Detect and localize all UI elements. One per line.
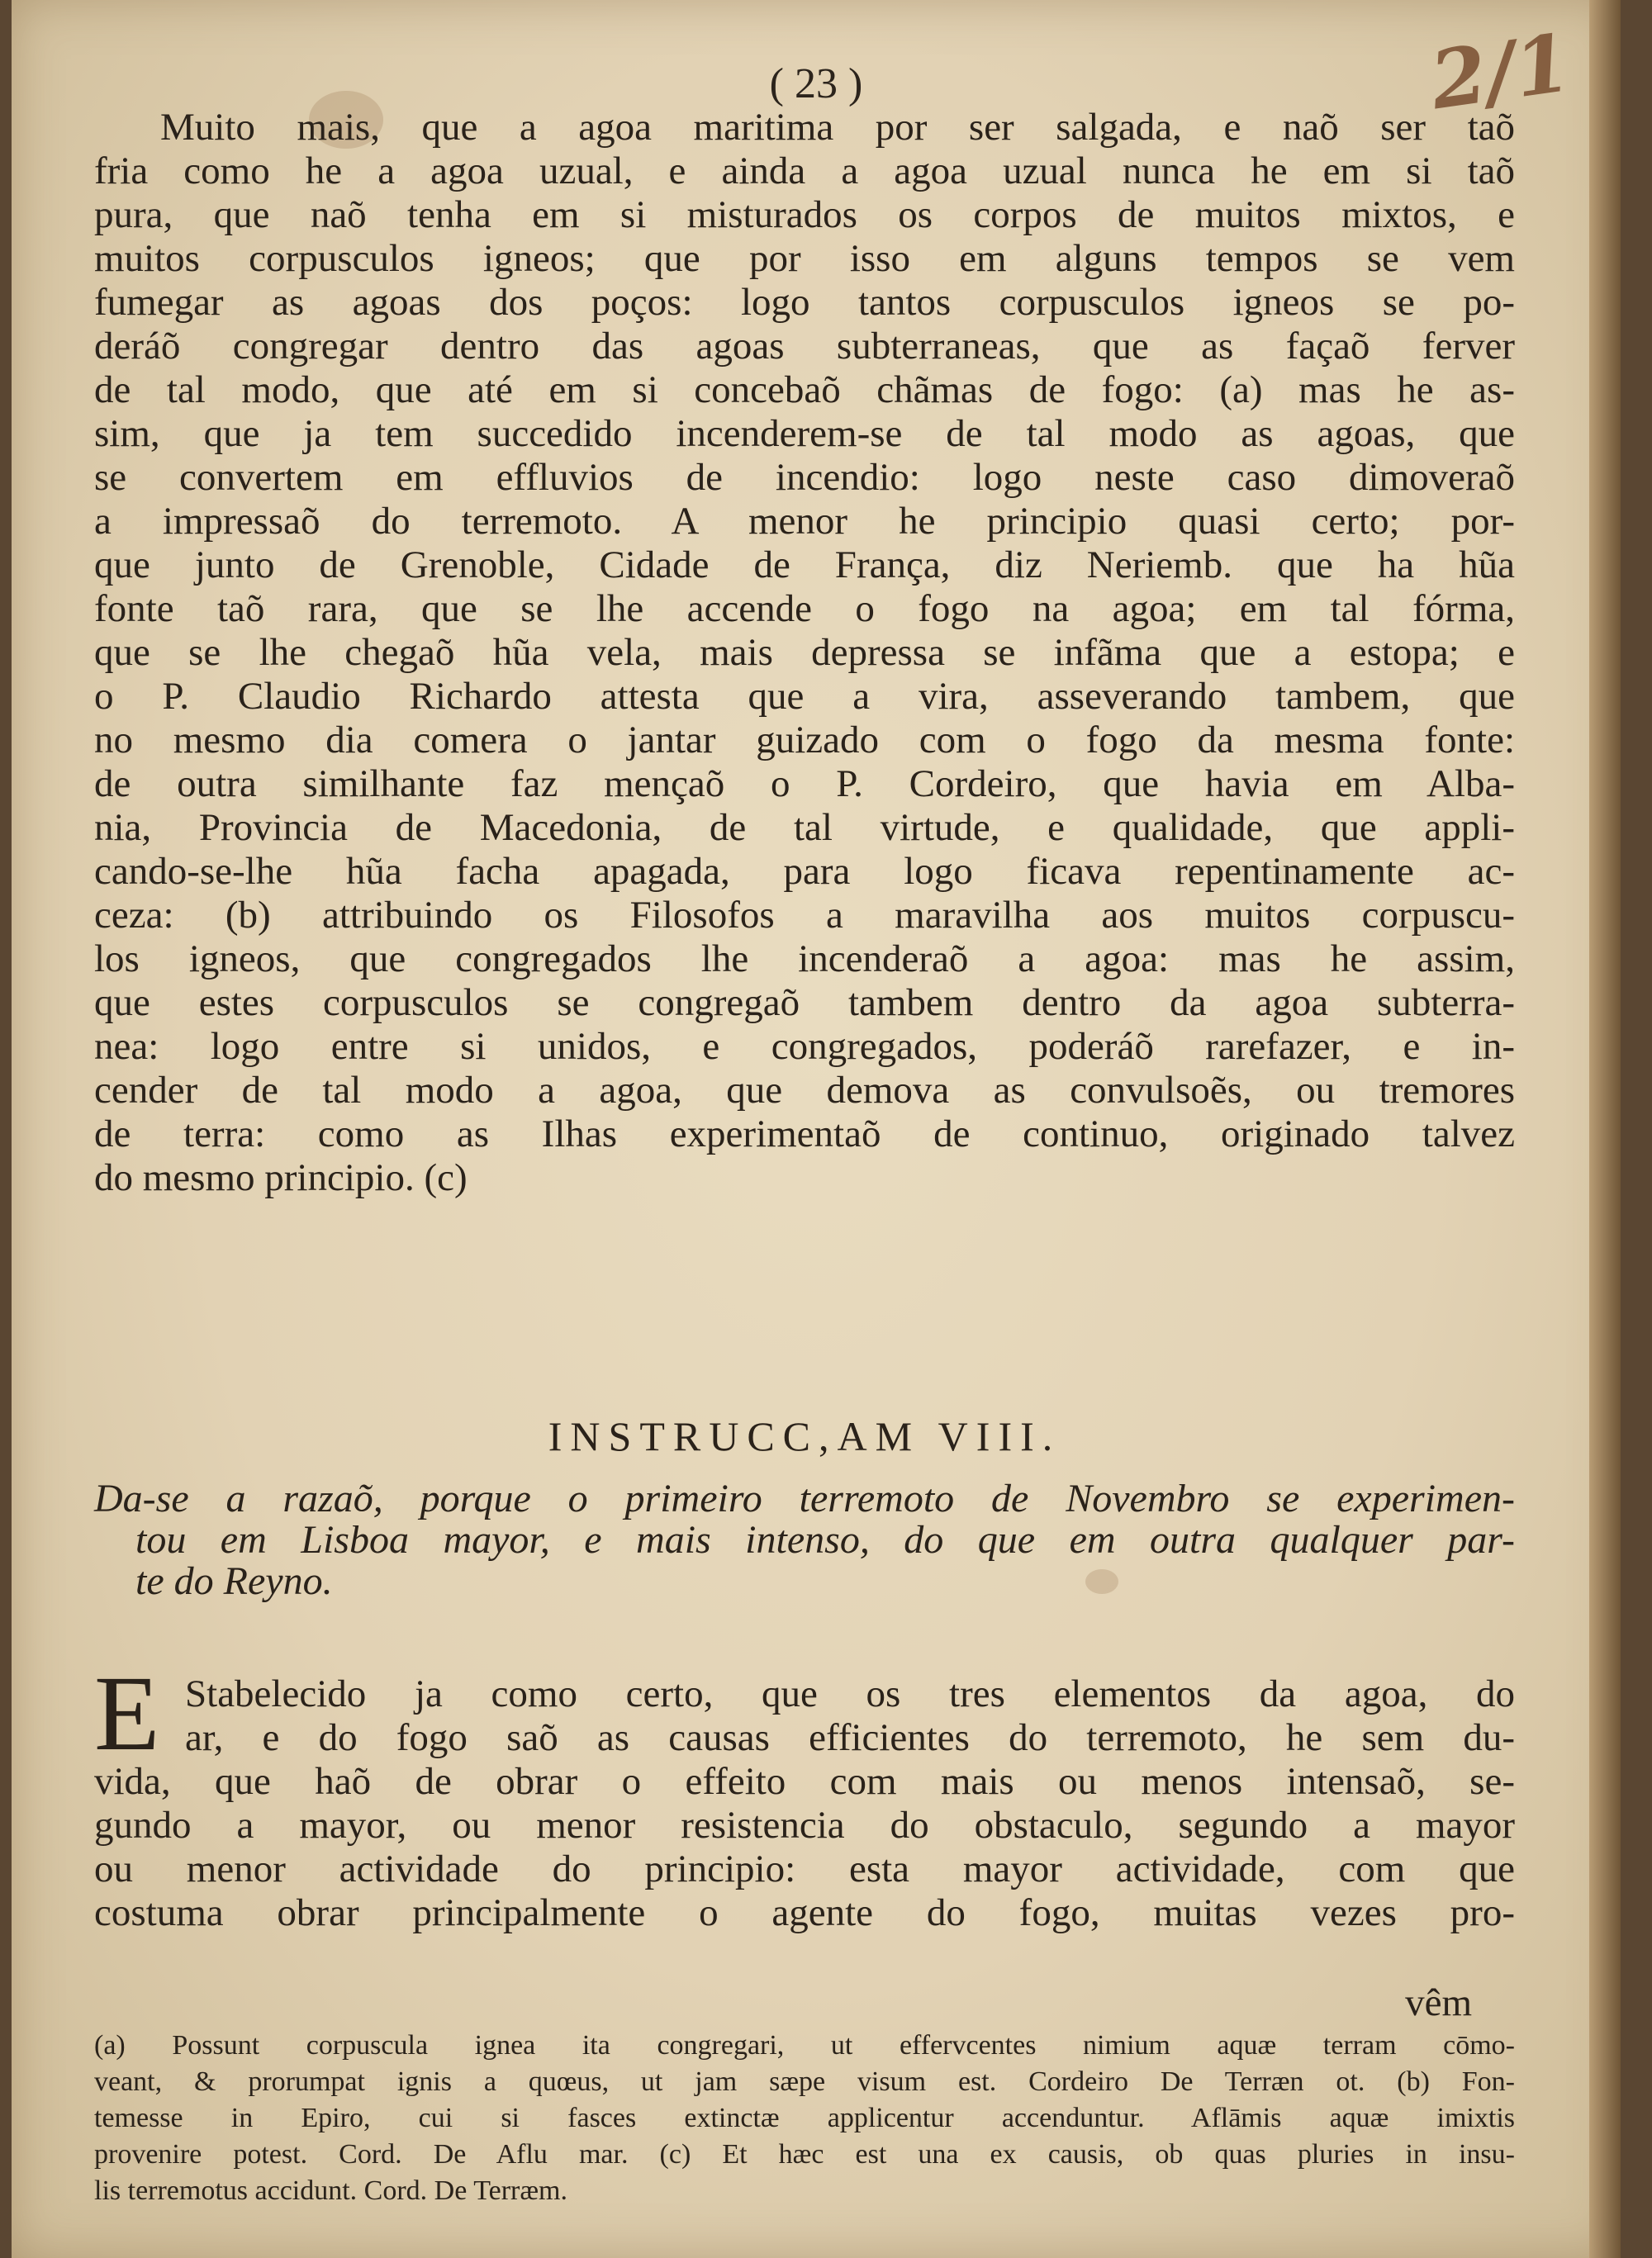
book-page (12, 0, 1621, 2258)
text-line: que estes corpusculos se congregaõ tambem dentro da agoa subterra- (94, 981, 1515, 1024)
section-text (94, 1672, 1515, 1935)
text-line: gundo a mayor, ou menor resistencia do obstaculo, segundo a mayor (94, 1804, 1515, 1847)
text-line: cender de tal modo a agoa, que demova as convulsoẽs, ou tremores (94, 1069, 1515, 1112)
text-line: nea: logo entre si unidos, e congregados, poderáõ rarefazer, e in- (94, 1025, 1515, 1068)
section-heading: INSTRUCC,AM VIII. (548, 1413, 1061, 1459)
text-line: cando-se-lhe hũa facha apagada, para logo ficava repentinamente ac- (94, 850, 1515, 893)
text-line: o P. Claudio Richardo attesta que a vira, asseverando tambem, que (94, 675, 1515, 718)
catchword: vêm (1405, 1981, 1472, 2024)
text-line: nia, Provincia de Macedonia, de tal virtude, e qualidade, que appli- (94, 806, 1515, 849)
text-line: los igneos, que congregados lhe incenderaõ a agoa: mas he assim, (94, 937, 1515, 980)
folio-mark: 2/1 (1425, 15, 1576, 128)
text-line: muitos corpusculos igneos; que por isso em alguns tempos se vem (94, 237, 1515, 280)
text-line: pura, que naõ tenha em si misturados os corpos de muitos mixtos, e (94, 193, 1515, 236)
text-line: no mesmo dia comera o jantar guizado com o fogo da mesma fonte: (94, 719, 1515, 761)
body-text (94, 106, 1515, 1200)
text-line: a impressaõ do terremoto. A menor he principio quasi certo; por- (94, 500, 1515, 543)
text-line: costuma obrar principalmente o agente do fogo, muitas vezes pro- (94, 1891, 1515, 1934)
text-line: deráõ congregar dentro das agoas subterraneas, que as façaõ ferver (94, 325, 1515, 368)
text-line: de outra similhante faz mençaõ o P. Cordeiro, que havia em Alba- (94, 762, 1515, 805)
text-line: sim, que ja tem succedido incenderem-se de tal modo as agoas, que (94, 412, 1515, 455)
footnotes (94, 2028, 1515, 2209)
text-line: do mesmo principio. (c) (94, 1156, 468, 1199)
text-line: ceza: (b) attribuindo os Filosofos a maravilha aos muitos corpuscu- (94, 894, 1515, 937)
section-subtitle (94, 1478, 1515, 1602)
text-line: Muito mais, que a agoa maritima por ser salgada, e naõ ser taõ (160, 106, 1515, 149)
drop-cap: E (94, 1654, 160, 1773)
subtitle-line: te do Reyno. (135, 1559, 333, 1603)
text-line: que junto de Grenoble, Cidade de França, diz Neriemb. que ha hũa (94, 543, 1515, 586)
footnote-line: (a) Possunt corpuscula ignea ita congregari, ut effervcentes nimium aquæ terram cōmo- (94, 2030, 1515, 2061)
footnote-line: temesse in Epiro, cui si fasces extinctæ applicentur accenduntur. Aflāmis aquæ imixtis (94, 2103, 1515, 2133)
text-line: Stabelecido ja como certo, que os tres elementos da agoa, do (185, 1672, 1515, 1715)
footnote-line: lis terremotus accidunt. Cord. De Terræm. (94, 2175, 567, 2206)
text-line: fria como he a agoa uzual, e ainda a agoa uzual nunca he em si taõ (94, 149, 1515, 192)
subtitle-line: Da-se a razaõ, porque o primeiro terremoto de Novembro se experimen- (94, 1477, 1515, 1520)
text-line: que se lhe chegaõ hũa vela, mais depressa se infãma que a estopa; e (94, 631, 1515, 674)
text-line: fonte taõ rara, que se lhe accende o fogo na agoa; em tal fórma, (94, 587, 1515, 630)
text-line: ar, e do fogo saõ as causas efficientes do terremoto, he sem du- (185, 1716, 1515, 1759)
subtitle-line: tou em Lisboa mayor, e mais intenso, do que em outra qualquer par- (135, 1518, 1515, 1562)
text-line: ou menor actividade do principio: esta mayor actividade, com que (94, 1848, 1515, 1890)
page-edge (1589, 0, 1621, 2258)
footnote-line: provenire potest. Cord. De Aflu mar. (c) Et hæc est una ex causis, ob quas pluries in insu- (94, 2139, 1515, 2170)
text-line: de terra: como as Ilhas experimentaõ de continuo, originado talvez (94, 1112, 1515, 1155)
page-number: ( 23 ) (769, 60, 863, 107)
footnote-line: veant, & prorumpat ignis a quœus, ut jam sæpe visum est. Cordeiro De Terræn ot. (b) Fon- (94, 2066, 1515, 2097)
text-line: se convertem em effluvios de incendio: logo neste caso dimoveraõ (94, 456, 1515, 499)
text-line: de tal modo, que até em si concebaõ chãmas de fogo: (a) mas he as- (94, 368, 1515, 411)
text-line: fumegar as agoas dos poços: logo tantos corpusculos igneos se po- (94, 281, 1515, 324)
text-line: vida, que haõ de obrar o effeito com mais ou menos intensaõ, se- (94, 1760, 1515, 1803)
